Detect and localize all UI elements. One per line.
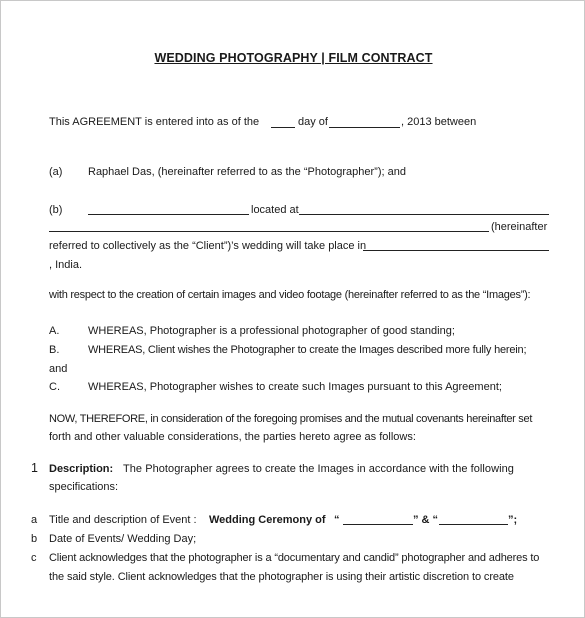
party-a-marker: (a) (49, 166, 63, 178)
item-a-marker: a (31, 514, 38, 526)
item-c-line-2: the said style. Client acknowledges that the photographer is using their artistic discretion to create (49, 571, 514, 583)
intro-text-start: This AGREEMENT is entered into as of the (49, 116, 260, 128)
whereas-c-marker: C. (49, 381, 60, 393)
item-b-text: Date of Events/ Wedding Day; (49, 533, 197, 545)
client-name-blank (88, 214, 249, 215)
contract-title: WEDDING PHOTOGRAPHY | FILM CONTRACT (154, 51, 433, 65)
whereas-and-text: and (49, 363, 68, 375)
client-address-blank-2 (49, 231, 489, 232)
now-therefore-line-2: forth and other valuable considerations, the parties hereto agree as follows: (49, 431, 416, 443)
section-1-number: 1 (31, 461, 38, 475)
month-blank (329, 127, 400, 128)
day-blank (271, 127, 295, 128)
located-at-text: located at (251, 204, 299, 216)
intro-text-year: , 2013 between (401, 116, 477, 128)
partner-2-blank (439, 524, 508, 525)
whereas-c-text: WHEREAS, Photographer wishes to create such Images pursuant to this Agreement; (88, 381, 502, 393)
india-text: , India. (49, 259, 83, 271)
respect-paragraph: with respect to the creation of certain images and video footage (hereinafter referred to as the “Images”): (49, 289, 531, 301)
item-a-quote-open: “ (334, 514, 340, 526)
item-b-marker: b (31, 533, 38, 545)
section-1-heading: Description: (49, 463, 114, 475)
whereas-b-marker: B. (49, 344, 60, 356)
party-b-marker: (b) (49, 204, 63, 216)
now-therefore-line-1: NOW, THEREFORE, in consideration of the foregoing promises and the mutual covenants hereinafter set (49, 413, 533, 425)
section-1-text-2: specifications: (49, 481, 119, 493)
whereas-a-text: WHEREAS, Photographer is a professional photographer of good standing; (88, 325, 455, 337)
wedding-place-blank (363, 250, 549, 251)
intro-text-day-of: day of (298, 116, 328, 128)
item-a-quote-close: ”; (508, 514, 518, 526)
item-a-label: Title and description of Event : (49, 514, 197, 526)
hereinafter-text: (hereinafter (491, 221, 548, 233)
whereas-a-marker: A. (49, 325, 60, 337)
section-1-text: The Photographer agrees to create the Images in accordance with the following (123, 463, 514, 475)
client-address-blank (299, 214, 549, 215)
item-a-quote-mid: ” & “ (413, 514, 439, 526)
party-a-text: Raphael Das, (hereinafter referred to as the “Photographer”); and (88, 166, 406, 178)
item-a-event: Wedding Ceremony of (209, 514, 326, 526)
partner-1-blank (343, 524, 413, 525)
whereas-b-text: WHEREAS, Client wishes the Photographer to create the Images described more fully herein; (88, 344, 527, 356)
client-wedding-text: referred to collectively as the “Client”)’s wedding will take place in (49, 240, 367, 252)
item-c-line-1: Client acknowledges that the photographer is a “documentary and candid” photographer and adheres to (49, 552, 540, 564)
item-c-marker: c (31, 552, 37, 564)
